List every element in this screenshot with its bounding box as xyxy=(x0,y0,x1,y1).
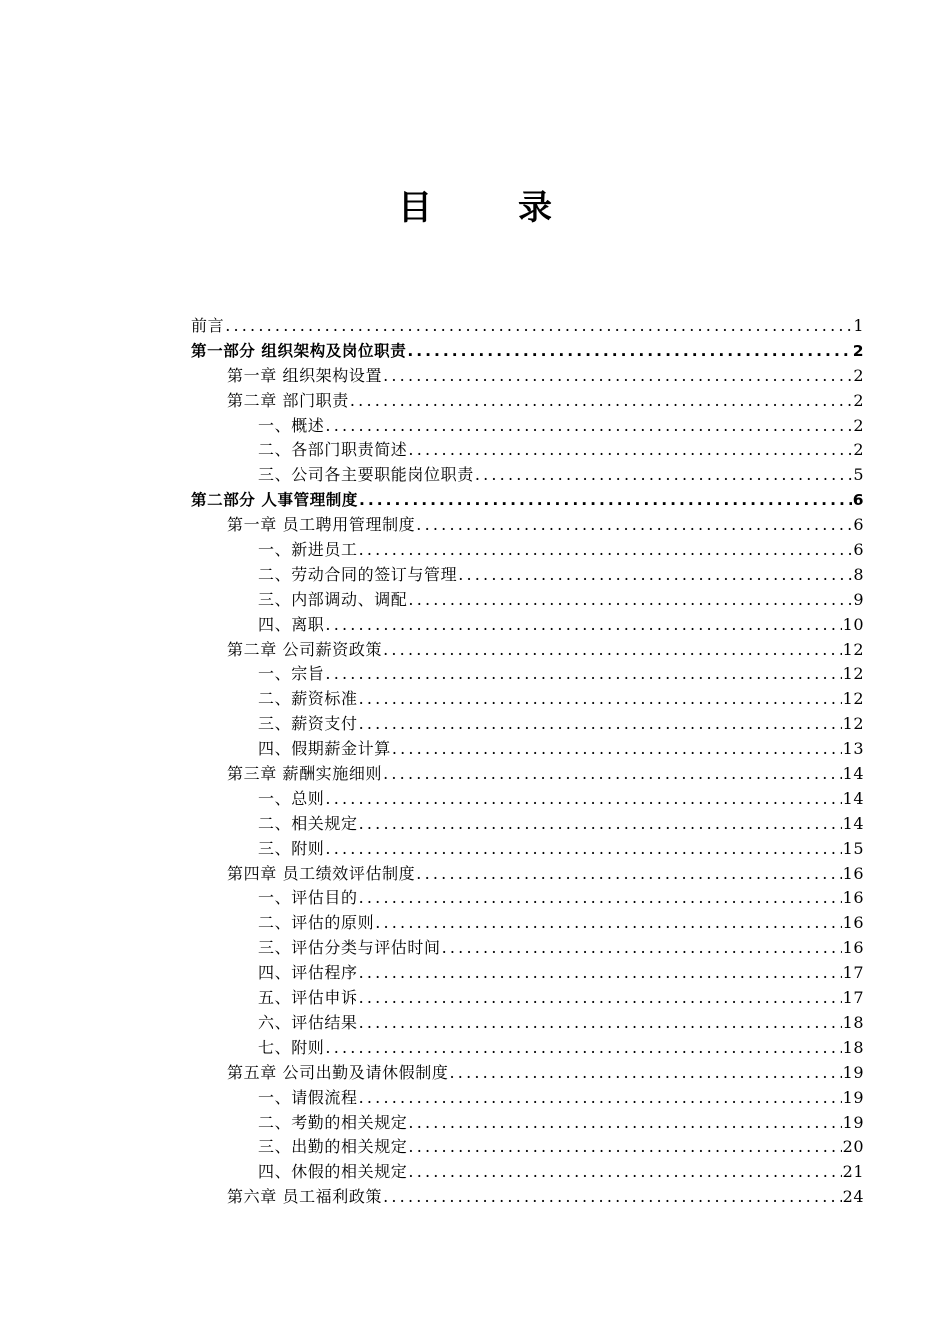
toc-entry[interactable] xyxy=(191,613,864,638)
toc-entry-label: 三、附则 xyxy=(258,838,325,858)
toc-page-number: 16 xyxy=(842,938,864,958)
toc-entry-label: 二、相关规定 xyxy=(258,813,358,833)
dot-leader xyxy=(359,886,842,911)
dot-leader xyxy=(359,961,842,986)
toc-entry[interactable] xyxy=(191,513,864,538)
toc-page-number: 2 xyxy=(853,415,864,435)
toc-page-number: 18 xyxy=(842,1037,864,1057)
toc-entry-label: 第二章 公司薪资政策 xyxy=(227,639,383,659)
toc-title: 目 录 xyxy=(398,188,578,228)
toc-page-number: 12 xyxy=(842,664,864,684)
toc-page-number: 19 xyxy=(842,1087,864,1107)
toc-entry-label: 第二章 部门职责 xyxy=(227,390,349,410)
toc-entry[interactable] xyxy=(191,1185,864,1210)
toc-entry-label: 第一部分 组织架构及岗位职责 xyxy=(191,341,407,360)
toc-entry-label: 第六章 员工福利政策 xyxy=(227,1187,383,1207)
toc-page-number: 2 xyxy=(853,440,864,460)
toc-entry-label: 二、考勤的相关规定 xyxy=(258,1112,408,1132)
toc-entry[interactable] xyxy=(191,414,864,439)
toc-entry[interactable] xyxy=(191,1011,864,1036)
toc-entry[interactable] xyxy=(191,463,864,488)
toc-page-number: 2 xyxy=(852,341,864,360)
toc-entry-label: 第四章 员工绩效评估制度 xyxy=(227,863,416,883)
toc-page-number: 8 xyxy=(853,564,864,584)
dot-leader xyxy=(392,737,842,762)
toc-page-number: 16 xyxy=(842,888,864,908)
toc-entry[interactable] xyxy=(191,588,864,613)
toc-page-number: 1 xyxy=(853,316,864,335)
toc-entry-label: 五、评估申诉 xyxy=(258,988,358,1008)
toc-page-number: 2 xyxy=(853,390,864,410)
toc-page-number: 24 xyxy=(842,1187,864,1207)
toc-entry[interactable] xyxy=(191,339,864,364)
toc-entry-label: 三、评估分类与评估时间 xyxy=(258,938,441,958)
dot-leader xyxy=(475,463,853,488)
toc-entry-label: 一、概述 xyxy=(258,415,325,435)
dot-leader xyxy=(359,488,852,513)
dot-leader xyxy=(359,712,842,737)
toc-entry[interactable] xyxy=(191,687,864,712)
toc-page-number: 6 xyxy=(853,540,864,560)
dot-leader xyxy=(383,1185,842,1210)
toc-page-number: 6 xyxy=(852,491,864,510)
dot-leader xyxy=(408,1160,841,1185)
toc-entry[interactable] xyxy=(191,1135,864,1160)
dot-leader xyxy=(359,1086,842,1111)
dot-leader xyxy=(359,538,853,563)
toc-entry[interactable] xyxy=(191,911,864,936)
toc-entry-label: 三、内部调动、调配 xyxy=(258,589,408,609)
toc-entry-label: 二、各部门职责简述 xyxy=(258,440,408,460)
toc-entry[interactable] xyxy=(191,862,864,887)
table-of-contents xyxy=(191,314,864,1210)
toc-entry-label: 七、附则 xyxy=(258,1037,325,1057)
toc-page-number: 12 xyxy=(842,639,864,659)
toc-entry[interactable] xyxy=(191,1111,864,1136)
dot-leader xyxy=(408,1111,841,1136)
toc-page-number: 17 xyxy=(842,988,864,1008)
toc-page-number: 16 xyxy=(842,863,864,883)
toc-entry-label: 一、新进员工 xyxy=(258,540,358,560)
dot-leader xyxy=(383,638,842,663)
toc-entry[interactable] xyxy=(191,314,864,339)
toc-entry[interactable] xyxy=(191,837,864,862)
toc-entry-label: 第一章 组织架构设置 xyxy=(227,365,383,385)
dot-leader xyxy=(225,314,852,339)
toc-entry[interactable] xyxy=(191,787,864,812)
toc-entry-label: 二、评估的原则 xyxy=(258,913,375,933)
dot-leader xyxy=(416,862,841,887)
dot-leader xyxy=(408,588,852,613)
toc-page-number: 12 xyxy=(842,689,864,709)
toc-page-number: 20 xyxy=(842,1137,864,1157)
dot-leader xyxy=(383,762,842,787)
toc-entry-label: 二、薪资标准 xyxy=(258,689,358,709)
dot-leader xyxy=(408,438,852,463)
toc-entry[interactable] xyxy=(191,936,864,961)
toc-entry[interactable] xyxy=(191,1086,864,1111)
dot-leader xyxy=(416,513,852,538)
toc-entry-label: 三、出勤的相关规定 xyxy=(258,1137,408,1157)
toc-page-number: 14 xyxy=(842,813,864,833)
toc-entry[interactable] xyxy=(191,1061,864,1086)
toc-entry[interactable] xyxy=(191,737,864,762)
dot-leader xyxy=(442,936,842,961)
toc-entry-label: 一、评估目的 xyxy=(258,888,358,908)
dot-leader xyxy=(359,812,842,837)
toc-entry-label: 第三章 薪酬实施细则 xyxy=(227,764,383,784)
dot-leader xyxy=(325,1036,841,1061)
toc-entry-label: 一、请假流程 xyxy=(258,1087,358,1107)
toc-page-number: 9 xyxy=(853,589,864,609)
toc-page-number: 19 xyxy=(842,1112,864,1132)
dot-leader xyxy=(325,613,841,638)
dot-leader xyxy=(458,563,852,588)
toc-entry[interactable] xyxy=(191,986,864,1011)
dot-leader xyxy=(383,364,852,389)
toc-entry[interactable] xyxy=(191,488,864,513)
dot-leader xyxy=(350,389,852,414)
toc-entry-label: 前言 xyxy=(191,316,225,335)
toc-entry[interactable] xyxy=(191,364,864,389)
toc-entry-label: 二、劳动合同的签订与管理 xyxy=(258,564,458,584)
toc-entry[interactable] xyxy=(191,438,864,463)
toc-page-number: 2 xyxy=(853,365,864,385)
toc-entry[interactable] xyxy=(191,389,864,414)
toc-entry[interactable] xyxy=(191,662,864,687)
toc-entry-label: 一、总则 xyxy=(258,788,325,808)
dot-leader xyxy=(359,687,842,712)
toc-page-number: 13 xyxy=(842,739,864,759)
dot-leader xyxy=(359,986,842,1011)
dot-leader xyxy=(325,414,852,439)
toc-page-number: 5 xyxy=(853,465,864,485)
toc-entry[interactable] xyxy=(191,886,864,911)
toc-entry[interactable] xyxy=(191,1160,864,1185)
dot-leader xyxy=(325,787,841,812)
toc-entry-label: 第一章 员工聘用管理制度 xyxy=(227,515,416,535)
toc-entry[interactable] xyxy=(191,961,864,986)
toc-page-number: 21 xyxy=(842,1162,864,1182)
toc-entry-label: 第二部分 人事管理制度 xyxy=(191,491,358,510)
toc-page-number: 14 xyxy=(842,788,864,808)
dot-leader xyxy=(325,837,841,862)
toc-entry-label: 四、假期薪金计算 xyxy=(258,739,391,759)
toc-entry-label: 第五章 公司出勤及请休假制度 xyxy=(227,1062,449,1082)
dot-leader xyxy=(325,662,841,687)
toc-entry-label: 四、评估程序 xyxy=(258,963,358,983)
dot-leader xyxy=(359,1011,842,1036)
toc-entry[interactable] xyxy=(191,812,864,837)
toc-entry[interactable] xyxy=(191,638,864,663)
toc-page-number: 10 xyxy=(842,614,864,634)
toc-entry[interactable] xyxy=(191,762,864,787)
toc-page-number: 18 xyxy=(842,1012,864,1032)
toc-page-number: 19 xyxy=(842,1062,864,1082)
toc-entry-label: 三、薪资支付 xyxy=(258,714,358,734)
toc-page-number: 17 xyxy=(842,963,864,983)
toc-entry-label: 六、评估结果 xyxy=(258,1012,358,1032)
toc-page-number: 14 xyxy=(842,764,864,784)
toc-entry[interactable] xyxy=(191,1036,864,1061)
toc-entry[interactable] xyxy=(191,538,864,563)
toc-entry-label: 四、离职 xyxy=(258,614,325,634)
toc-page-number: 6 xyxy=(853,515,864,535)
dot-leader xyxy=(408,1135,841,1160)
toc-page-number: 15 xyxy=(842,838,864,858)
toc-entry-label: 一、宗旨 xyxy=(258,664,325,684)
toc-entry[interactable] xyxy=(191,712,864,737)
toc-entry-label: 三、公司各主要职能岗位职责 xyxy=(258,465,474,485)
toc-page-number: 12 xyxy=(842,714,864,734)
toc-entry-label: 四、休假的相关规定 xyxy=(258,1162,408,1182)
dot-leader xyxy=(375,911,841,936)
toc-page-number: 16 xyxy=(842,913,864,933)
dot-leader xyxy=(450,1061,842,1086)
toc-entry[interactable] xyxy=(191,563,864,588)
dot-leader xyxy=(407,339,851,364)
